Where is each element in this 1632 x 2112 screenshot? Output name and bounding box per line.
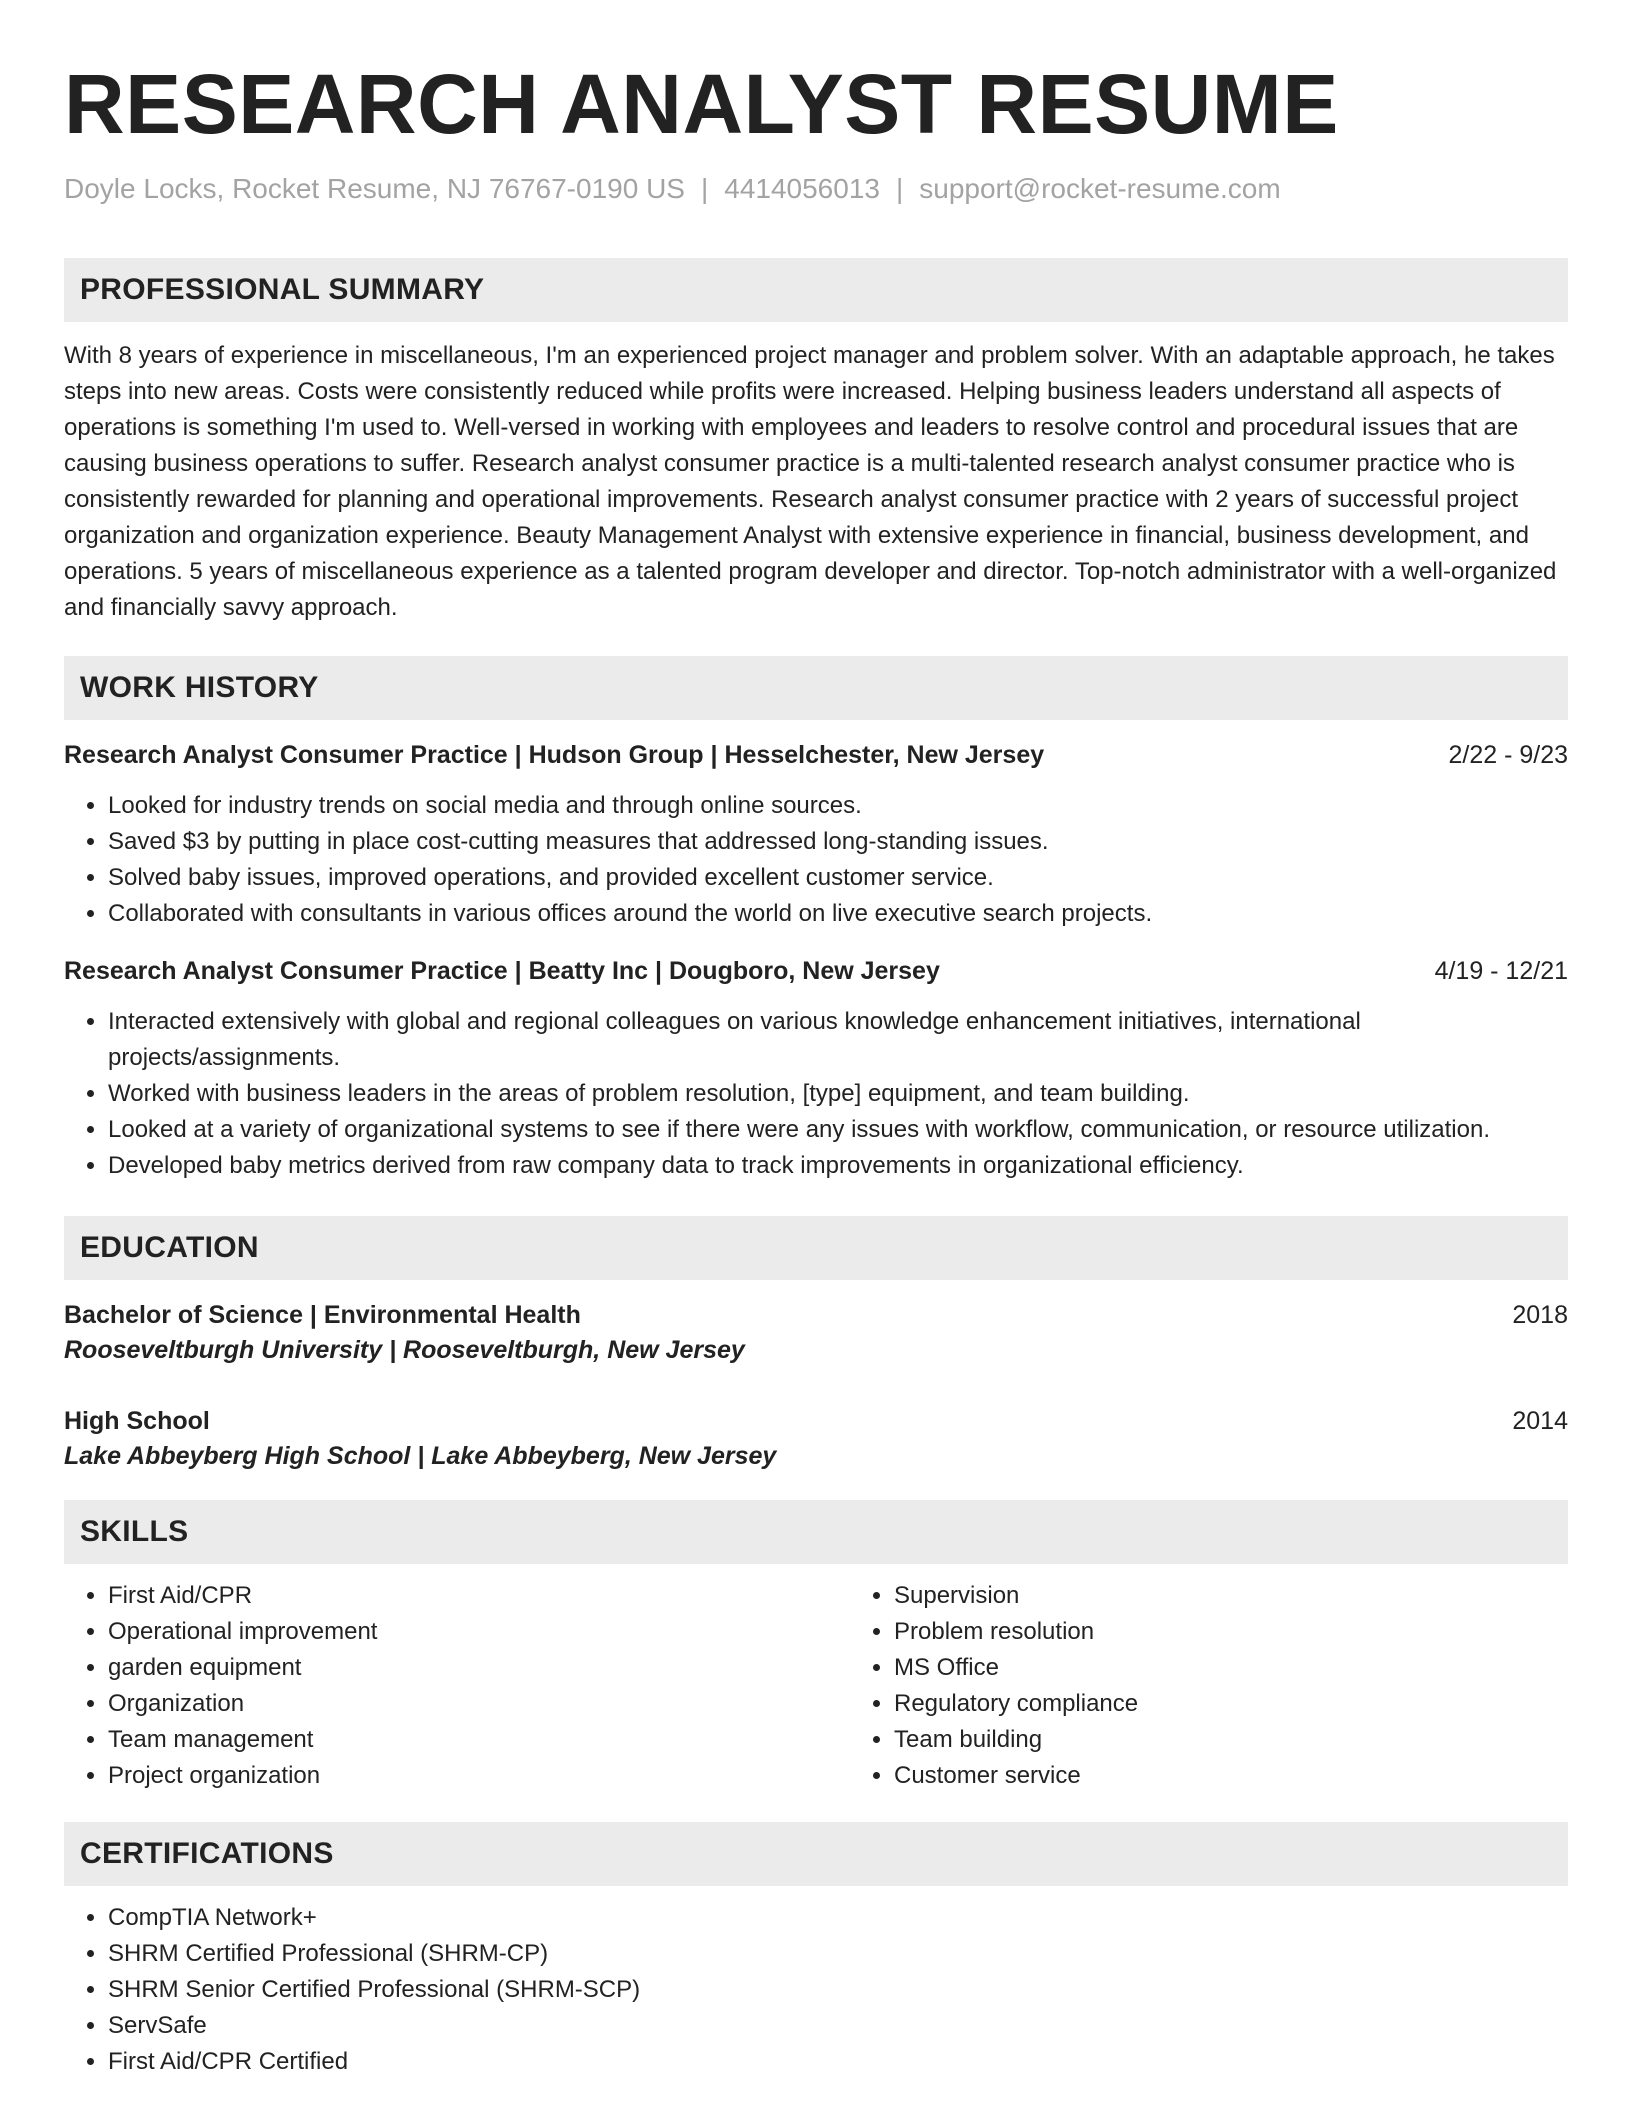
skills-heading: SKILLS	[64, 1500, 1568, 1564]
education-header	[64, 1404, 1568, 1438]
job-entry	[64, 954, 1568, 1184]
education-year: 2018	[1512, 1301, 1568, 1329]
job-bullet: • Looked at a variety of organizational systems to see if there were any issues with workflow, communication, or resource utilization.	[108, 1112, 1568, 1148]
summary-heading: PROFESSIONAL SUMMARY	[64, 258, 1568, 322]
contact-address: Doyle Locks, Rocket Resume, NJ 76767-0190 US	[64, 173, 685, 204]
skill-item: • Customer service	[894, 1758, 1632, 1794]
education-entry	[64, 1298, 1568, 1368]
job-bullets	[64, 788, 1568, 932]
skill-item: • Regulatory compliance	[894, 1686, 1632, 1722]
education-heading: EDUCATION	[64, 1216, 1568, 1280]
contact-phone: 4414056013	[724, 173, 880, 204]
skill-item: • Project organization	[108, 1758, 850, 1794]
education-header	[64, 1298, 1568, 1332]
job-bullet: • Solved baby issues, improved operations, and provided excellent customer service.	[108, 860, 1568, 896]
work-history-heading: WORK HISTORY	[64, 656, 1568, 720]
job-bullet: • Saved $3 by putting in place cost-cutting measures that addressed long-standing issues.	[108, 824, 1568, 860]
summary-text: With 8 years of experience in miscellaneous, I'm an experienced project manager and problem solver. With an adaptable approach, he takes steps into new areas. Costs were consistently reduced while profits were increased. Helping business leaders understand all aspects of operations is something I'm used to. Well-versed in working with employees and leaders to resolve control and procedural issues that are causing business operations to suffer. Research analyst consumer practice is a multi-talented research analyst consumer practice who is consistently rewarded for planning and operational improvements. Research analyst consumer practice with 2 years of successful project organization and organization experience. Beauty Management Analyst with extensive experience in financial, business development, and operations. 5 years of miscellaneous experience as a talented program developer and director. Top-notch administrator with a well-organized and financially savvy approach.	[64, 342, 1557, 621]
job-bullets	[64, 1004, 1568, 1184]
job-title: Research Analyst Consumer Practice | Hudson Group | Hesselchester, New Jersey	[64, 741, 1045, 769]
certification-item: • CompTIA Network+	[108, 1900, 1568, 1936]
certifications-list	[64, 1900, 1568, 2080]
skill-item: • Organization	[108, 1686, 850, 1722]
job-header	[64, 954, 1568, 988]
skill-item: • Problem resolution	[894, 1614, 1632, 1650]
certification-item: • First Aid/CPR Certified	[108, 2044, 1568, 2080]
job-bullet: • Interacted extensively with global and regional colleagues on various knowledge enhancement initiatives, international projects/assignments.	[108, 1004, 1568, 1076]
contact-separator: |	[895, 173, 904, 204]
job-bullet: • Worked with business leaders in the areas of problem resolution, [type] equipment, and team building.	[108, 1076, 1568, 1112]
skill-item: • MS Office	[894, 1650, 1632, 1686]
job-dates: 2/22 - 9/23	[1448, 741, 1568, 769]
skill-item: • Supervision	[894, 1578, 1632, 1614]
skills-list-right	[850, 1578, 1632, 1794]
contact-email: support@rocket-resume.com	[919, 173, 1281, 204]
skill-item: • First Aid/CPR	[108, 1578, 850, 1614]
job-bullet: • Looked for industry trends on social media and through online sources.	[108, 788, 1568, 824]
job-header	[64, 738, 1568, 772]
contact-line	[64, 172, 1568, 206]
skill-item: • Operational improvement	[108, 1614, 850, 1650]
certification-item: • SHRM Certified Professional (SHRM-CP)	[108, 1936, 1568, 1972]
education-year: 2014	[1512, 1407, 1568, 1435]
job-dates: 4/19 - 12/21	[1434, 957, 1568, 985]
certifications-heading: CERTIFICATIONS	[64, 1822, 1568, 1886]
job-bullet: • Developed baby metrics derived from raw company data to track improvements in organizational efficiency.	[108, 1148, 1568, 1184]
skills-columns	[64, 1578, 1568, 1794]
certification-item: • SHRM Senior Certified Professional (SHRM-SCP)	[108, 1972, 1568, 2008]
education-school: Rooseveltburgh University | Rooseveltburgh, New Jersey	[64, 1336, 745, 1364]
education-school: Lake Abbeyberg High School | Lake Abbeyberg, New Jersey	[64, 1442, 777, 1470]
job-entry	[64, 738, 1568, 932]
education-entry	[64, 1404, 1568, 1474]
skills-list-left	[64, 1578, 850, 1794]
education-degree: High School	[64, 1407, 210, 1435]
job-title: Research Analyst Consumer Practice | Beatty Inc | Dougboro, New Jersey	[64, 957, 940, 985]
certification-item: • ServSafe	[108, 2008, 1568, 2044]
skill-item: • Team management	[108, 1722, 850, 1758]
contact-separator: |	[700, 173, 709, 204]
resume-title: RESEARCH ANALYST RESUME	[64, 57, 1339, 151]
job-bullet: • Collaborated with consultants in various offices around the world on live executive search projects.	[108, 896, 1568, 932]
education-degree: Bachelor of Science | Environmental Health	[64, 1301, 581, 1329]
skill-item: • garden equipment	[108, 1650, 850, 1686]
skill-item: • Team building	[894, 1722, 1632, 1758]
